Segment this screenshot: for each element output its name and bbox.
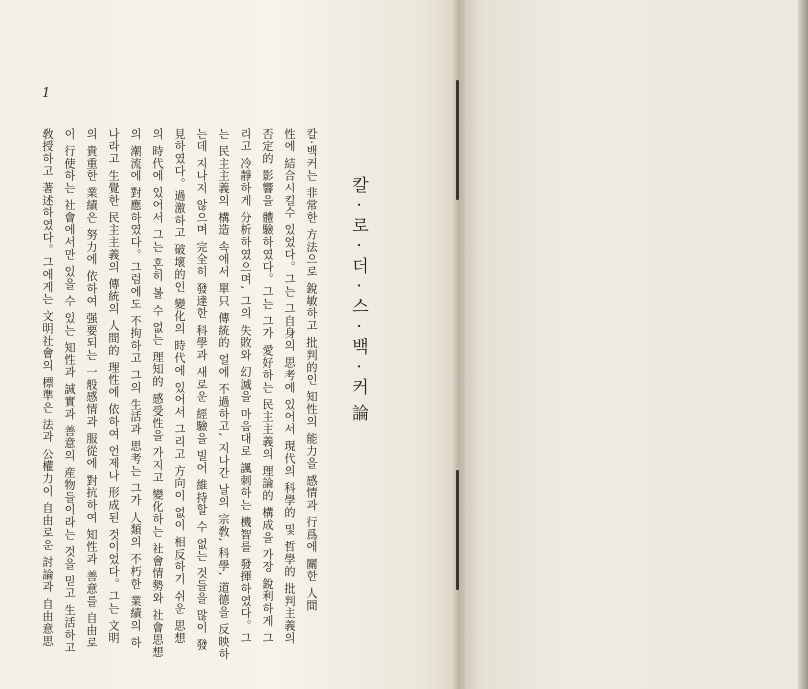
text-column: 의 潮流에 對應하였다。그럼에도 不拘하고 그의 生活과 思考는 그가 人類의 不朽한 業績의 하: [129, 128, 142, 650]
text-column: 敎授하고 著述하였다。그에게는 文明社會의 標準은 法과 公權力이 自由로운 討論과 自由意思: [41, 128, 54, 648]
text-column: 는데 지나지 않으며 完全히 發達한 科學과 새로운 經驗을 빌어 維持할 수 없는 것들을 많이 發: [195, 128, 208, 651]
text-column: 나라고 生覺한 民主主義의 傳統의 人間的 理性에 依하여 언제나 形成된 것이었다。그는 文明: [107, 128, 120, 645]
essay-title: 칼·로·더·스·백·커論: [348, 176, 368, 431]
binding-stitch: [456, 80, 459, 200]
text-column: 의 時代에 있어서 그는 혼히 볼 수 없는 理知的 感受性을 가지고 變化하는 社會情勢와 社會思想: [151, 128, 164, 659]
page-number: 1: [42, 86, 51, 101]
text-column: 見하였다。過激하고 破壞的인 變化의 時代에 있어서 그리고 方向이 없이 相反하기 쉬운 思想: [173, 128, 186, 645]
right-page: [462, 0, 808, 689]
text-column: 의 貴重한 業績은 努力에 依하여 强要되는 一般感情과 服從에 對抗하여 知性과 善意를 自由로: [85, 128, 98, 650]
text-column: 이 行使하는 社會에서만 있을 수 있는 知性과 誠實과 善意의 産物들이라는 것을 믿고 生活하고: [63, 128, 76, 654]
text-column: 칼·백커는 非常한 方法으로 銳敏하고 批判的인 知性의 能力을 感情과 行爲에 關한 人間: [305, 128, 318, 613]
text-column: 리고 冷靜하게 分析하였으며, 그의 失敗와 幻滅을 마음대로 諷刺하는 機智를 發揮하였다。그: [239, 128, 252, 645]
page-edge: [798, 0, 808, 689]
book-gutter: [452, 0, 466, 689]
text-column: 否定的 影響을 體驗하였다。그는 그가 愛好하는 民主主義의 理論的 構成을 가장 銳利하게 그: [261, 128, 274, 645]
text-column: 性에 結合시킬수 있었다。그는 그自身의 思考에 있어서 現代의 科學的 및 哲學的 批判主義의: [283, 128, 296, 645]
binding-stitch: [456, 470, 459, 590]
text-column: 는 民主主義의 構造 속에서 單只 傳統的 얼에 不過하고, 지나간 날의 宗敎, 科學, 道德을 反映하: [217, 128, 230, 661]
